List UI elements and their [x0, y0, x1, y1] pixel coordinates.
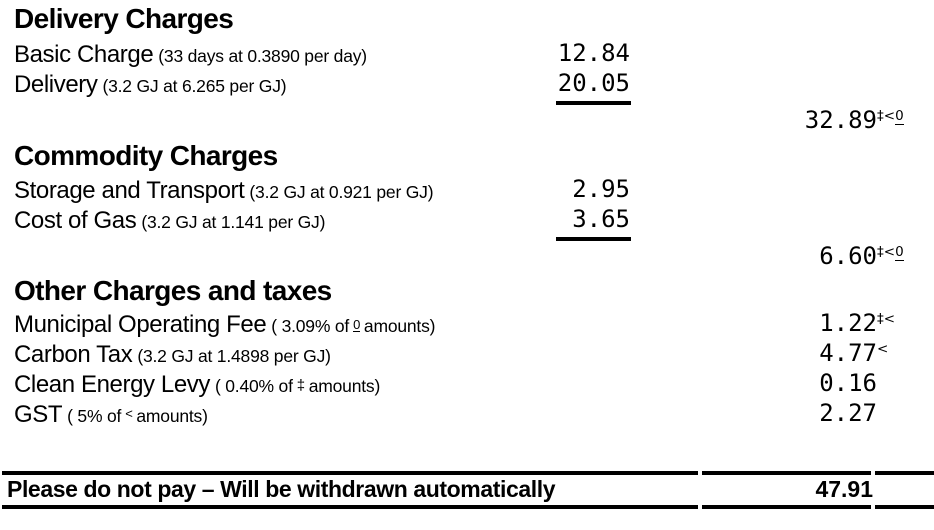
charge-detail: (3.2 GJ at 1.4898 per GJ) — [137, 346, 331, 366]
zero-mark: 0 — [895, 244, 904, 260]
footnote-marks — [877, 245, 907, 259]
chevron-reference-symbol: < — [125, 406, 133, 421]
charge-amount: 2.27 — [819, 399, 877, 427]
footnote-marks — [877, 109, 907, 123]
section-title-other-charges: Other Charges and taxes — [14, 275, 332, 306]
zero-mark: 0 — [895, 108, 904, 124]
charge-name: Cost of Gas — [14, 207, 137, 234]
charge-detail-pre: ( 5% of — [67, 406, 122, 426]
charge-detail-post: amounts) — [363, 316, 436, 336]
charge-row-clean-energy-levy — [0, 370, 934, 400]
charge-detail: (3.2 GJ at 6.265 per GJ) — [102, 76, 287, 96]
do-not-pay-message: Please do not pay – Will be withdrawn automatically — [7, 476, 556, 502]
charge-amount-group — [640, 368, 907, 398]
charge-row-basic-charge — [0, 40, 934, 70]
charge-amount: 12.84 — [557, 39, 630, 67]
charge-name: Storage and Transport — [14, 177, 245, 204]
subtotal-amount: 32.89 — [804, 106, 877, 134]
chevron-mark: < — [883, 108, 896, 124]
charge-amount: 3.65 — [572, 205, 630, 233]
charge-detail: (3.2 GJ at 0.921 per GJ) — [249, 182, 434, 202]
sum-rule-commodity — [556, 237, 631, 241]
charge-row-municipal-operating-fee — [0, 310, 934, 340]
subtotal-row-commodity — [0, 243, 934, 273]
zero-reference-symbol: 0 — [353, 317, 360, 332]
charge-row-gst — [0, 400, 934, 430]
dagger-reference-symbol: ‡ — [296, 377, 305, 394]
charge-name: Basic Charge — [14, 41, 154, 68]
charge-label — [14, 70, 286, 101]
chevron-mark: < — [877, 341, 889, 357]
charge-detail-pre: ( 3.09% of — [271, 316, 350, 336]
charge-label — [14, 206, 325, 237]
footer-rule-bottom-right — [875, 505, 934, 509]
charge-amount: 4.77 — [819, 339, 877, 367]
charge-row-delivery — [0, 70, 934, 100]
section-title-delivery-charges: Delivery Charges — [14, 3, 234, 34]
charge-amount-group — [640, 398, 907, 428]
charge-detail-post: amounts) — [136, 406, 208, 426]
charge-amount-group — [640, 308, 907, 338]
charge-label — [14, 340, 331, 371]
charge-detail-post: amounts) — [308, 376, 381, 396]
charge-label — [14, 370, 380, 401]
charge-row-storage-transport — [0, 176, 934, 206]
charge-detail: (33 days at 0.3890 per day) — [158, 46, 367, 66]
charge-label — [14, 310, 435, 341]
charge-amount: 0.16 — [819, 369, 877, 397]
subtotal-amount-group — [640, 105, 907, 135]
section-title-commodity-charges: Commodity Charges — [14, 140, 278, 171]
charge-name: GST — [14, 401, 63, 428]
charge-amount: 20.05 — [557, 69, 630, 97]
charge-detail-pre: ( 0.40% of — [214, 376, 293, 396]
sum-rule-delivery — [556, 101, 631, 105]
footer-rule-bottom-left — [2, 505, 698, 509]
dagger-mark: ‡ — [877, 244, 884, 260]
subtotal-row-delivery — [0, 107, 934, 137]
footnote-marks — [877, 312, 907, 326]
charge-label — [14, 176, 433, 207]
charge-amount: 1.22 — [819, 309, 877, 337]
footnote-marks — [877, 342, 907, 356]
footer-rule-bottom-middle — [702, 505, 871, 509]
dagger-mark: ‡ — [877, 108, 884, 124]
footer-rule-top-right — [875, 471, 934, 475]
charge-label — [14, 400, 208, 431]
charge-row-carbon-tax — [0, 340, 934, 370]
dagger-mark: ‡ — [877, 311, 884, 327]
charge-name: Clean Energy Levy — [14, 371, 210, 398]
charge-amount-group — [640, 338, 907, 368]
charge-name: Carbon Tax — [14, 341, 133, 368]
charge-name: Delivery — [14, 71, 98, 98]
charge-name: Municipal Operating Fee — [14, 311, 267, 338]
total-amount: 47.91 — [815, 476, 873, 502]
charge-row-cost-of-gas — [0, 206, 934, 236]
charge-label — [14, 40, 367, 71]
subtotal-amount: 6.60 — [819, 242, 877, 270]
chevron-mark: < — [883, 244, 896, 260]
charge-amount: 2.95 — [572, 175, 630, 203]
chevron-mark: < — [883, 311, 896, 327]
subtotal-amount-group — [640, 241, 907, 271]
charge-detail: (3.2 GJ at 1.141 per GJ) — [141, 212, 326, 232]
